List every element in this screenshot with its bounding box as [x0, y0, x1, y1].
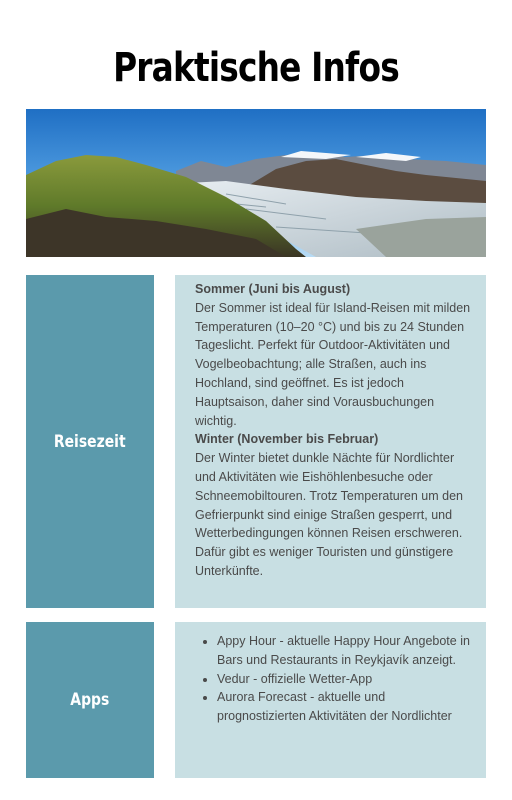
apps-content [175, 622, 486, 778]
apps-label: Apps [70, 690, 110, 710]
winter-heading: Winter (November bis Februar) [195, 432, 379, 447]
reisezeit-label: Reisezeit [54, 431, 126, 452]
winter-text: Der Winter bietet dunkle Nächte für Nordlichter und Aktivitäten wie Eishöhlenbesuche oder Schneemobiltouren. Trotz Temperaturen um den Gefrierpunkt sind einige Straßen gesperrt, und Wetterbedingungen können Reisen erschweren. Dafür gibt es weniger Touristen und günstigere Unterkünfte. [195, 451, 463, 578]
reisezeit-content [175, 275, 486, 608]
summer-heading: Sommer (Juni bis August) [195, 282, 351, 296]
summer-text: Der Sommer ist ideal für Island-Reisen mit milden Temperaturen (10–20 °C) und bis zu 24 Stunden Tageslicht. Perfekt für Outdoor-Aktivitäten und Vogelbeobachtung; alle Straßen, auch ins Hochland, sind geöffnet. Es ist jedoch Hauptsaison, daher sind Vorausbuchungen wichtig. [195, 300, 471, 428]
list-item: • Appy Hour - aktuelle Happy Hour Angebote in Bars und Restaurants in Reykjavík anzeigt. [217, 632, 476, 670]
glacier-landscape-image [26, 109, 486, 257]
page-title: Praktische Infos [113, 45, 399, 91]
apps-label-box [26, 622, 154, 778]
list-item: • Aurora Forecast - aktuelle und prognostizierten Aktivitäten der Nordlichter [217, 688, 476, 726]
reisezeit-label-box [26, 275, 154, 608]
list-item: • Vedur - offizielle Wetter-App [217, 670, 476, 689]
apps-list [175, 622, 486, 726]
